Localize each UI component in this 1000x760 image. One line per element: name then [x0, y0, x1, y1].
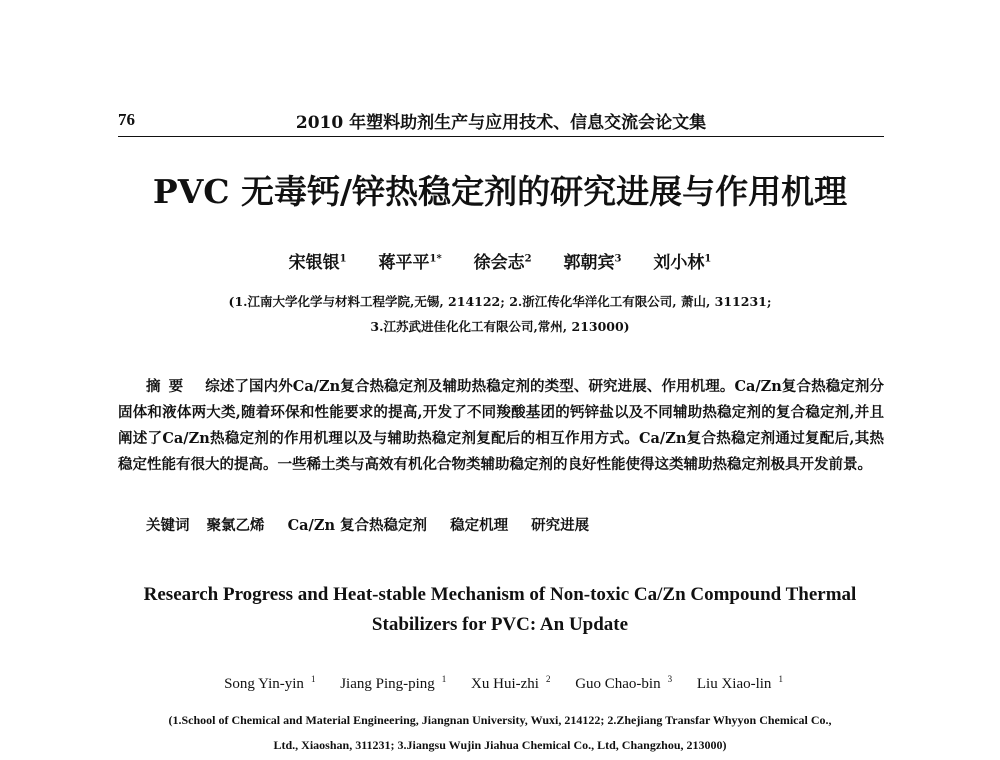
- abstract-text: 综述了国内外Ca/Zn复合热稳定剂及辅助热稳定剂的类型、研究进展、作用机理。Ca/Zn复合热稳定剂分固体和液体两大类,随着环保和性能要求的提高,开发了不同羧酸基团的钙锌盐以及不同辅助热稳定剂的复合稳定剂,并且阐述了Ca/Zn热稳定剂的作用机理以及与辅助热稳定剂复配后的相互作用方式。Ca/Zn复合热稳定剂通过复配后,其热稳定性能有很大的提高。一些稀土类与高效有机化合物类辅助稳定剂的良好性能使得这类辅助热稳定剂极具开发前景。: [118, 378, 884, 473]
- chinese-affiliation-line-1: (1.江南大学化学与材料工程学院,无锡, 214122; 2.浙江传化华洋化工有限公司, 萧山, 311231;: [228, 294, 772, 309]
- author-en: Liu Xiao-lin $^1$: [696, 674, 783, 692]
- chinese-affiliation-line-2: 3.江苏武进佳化化工有限公司,常州, 213000): [370, 319, 630, 334]
- author-cn: 郭朝宾$^3$: [563, 253, 622, 273]
- keyword: 稳定机理: [450, 517, 509, 534]
- keyword: 研究进展: [531, 517, 590, 534]
- author-en: Guo Chao-bin $^3$: [575, 674, 673, 692]
- abstract-label: 摘要: [146, 378, 192, 395]
- chinese-abstract: [118, 374, 884, 478]
- author-cn: 徐会志$^2$: [473, 253, 532, 273]
- running-header: [118, 108, 884, 137]
- english-author-list: [0, 674, 1000, 693]
- keywords-label: 关键词: [146, 517, 190, 534]
- author-en: Song Yin-yin $^1$: [224, 674, 316, 692]
- chinese-author-list: [0, 248, 1000, 273]
- english-title-line-1: Research Progress and Heat-stable Mechanism of Non-toxic Ca/Zn Compound Thermal: [143, 584, 857, 605]
- author-en: Xu Hui-zhi $^2$: [471, 674, 551, 692]
- author-cn: 刘小林$^1$: [653, 253, 712, 273]
- keyword: Ca/Zn 复合热稳定剂: [287, 517, 428, 534]
- chinese-keywords: [146, 514, 607, 535]
- page-number: 76: [118, 110, 135, 129]
- english-affiliation-line-1: (1.School of Chemical and Material Engineering, Jiangnan University, Wuxi, 214122; 2.Zhejiang Transfar Whyyon Chemical Co.,: [168, 713, 832, 727]
- author-cn: 蒋平平$^{1*}$: [378, 253, 442, 273]
- author-en: Jiang Ping-ping $^1$: [340, 674, 447, 692]
- english-affiliation-line-2: Ltd., Xiaoshan, 311231; 3.Jiangsu Wujin Jiahua Chemical Co., Ltd, Changzhou, 213000): [273, 738, 727, 752]
- chinese-title: PVC 无毒钙/锌热稳定剂的研究进展与作用机理: [152, 172, 848, 211]
- journal-title: 2010 年塑料助剂生产与应用技术、信息交流会论文集: [295, 113, 707, 133]
- author-cn: 宋银银$^1$: [288, 253, 347, 273]
- keyword: 聚氯乙烯: [206, 517, 265, 534]
- english-title-line-2: Stabilizers for PVC: An Update: [371, 614, 629, 635]
